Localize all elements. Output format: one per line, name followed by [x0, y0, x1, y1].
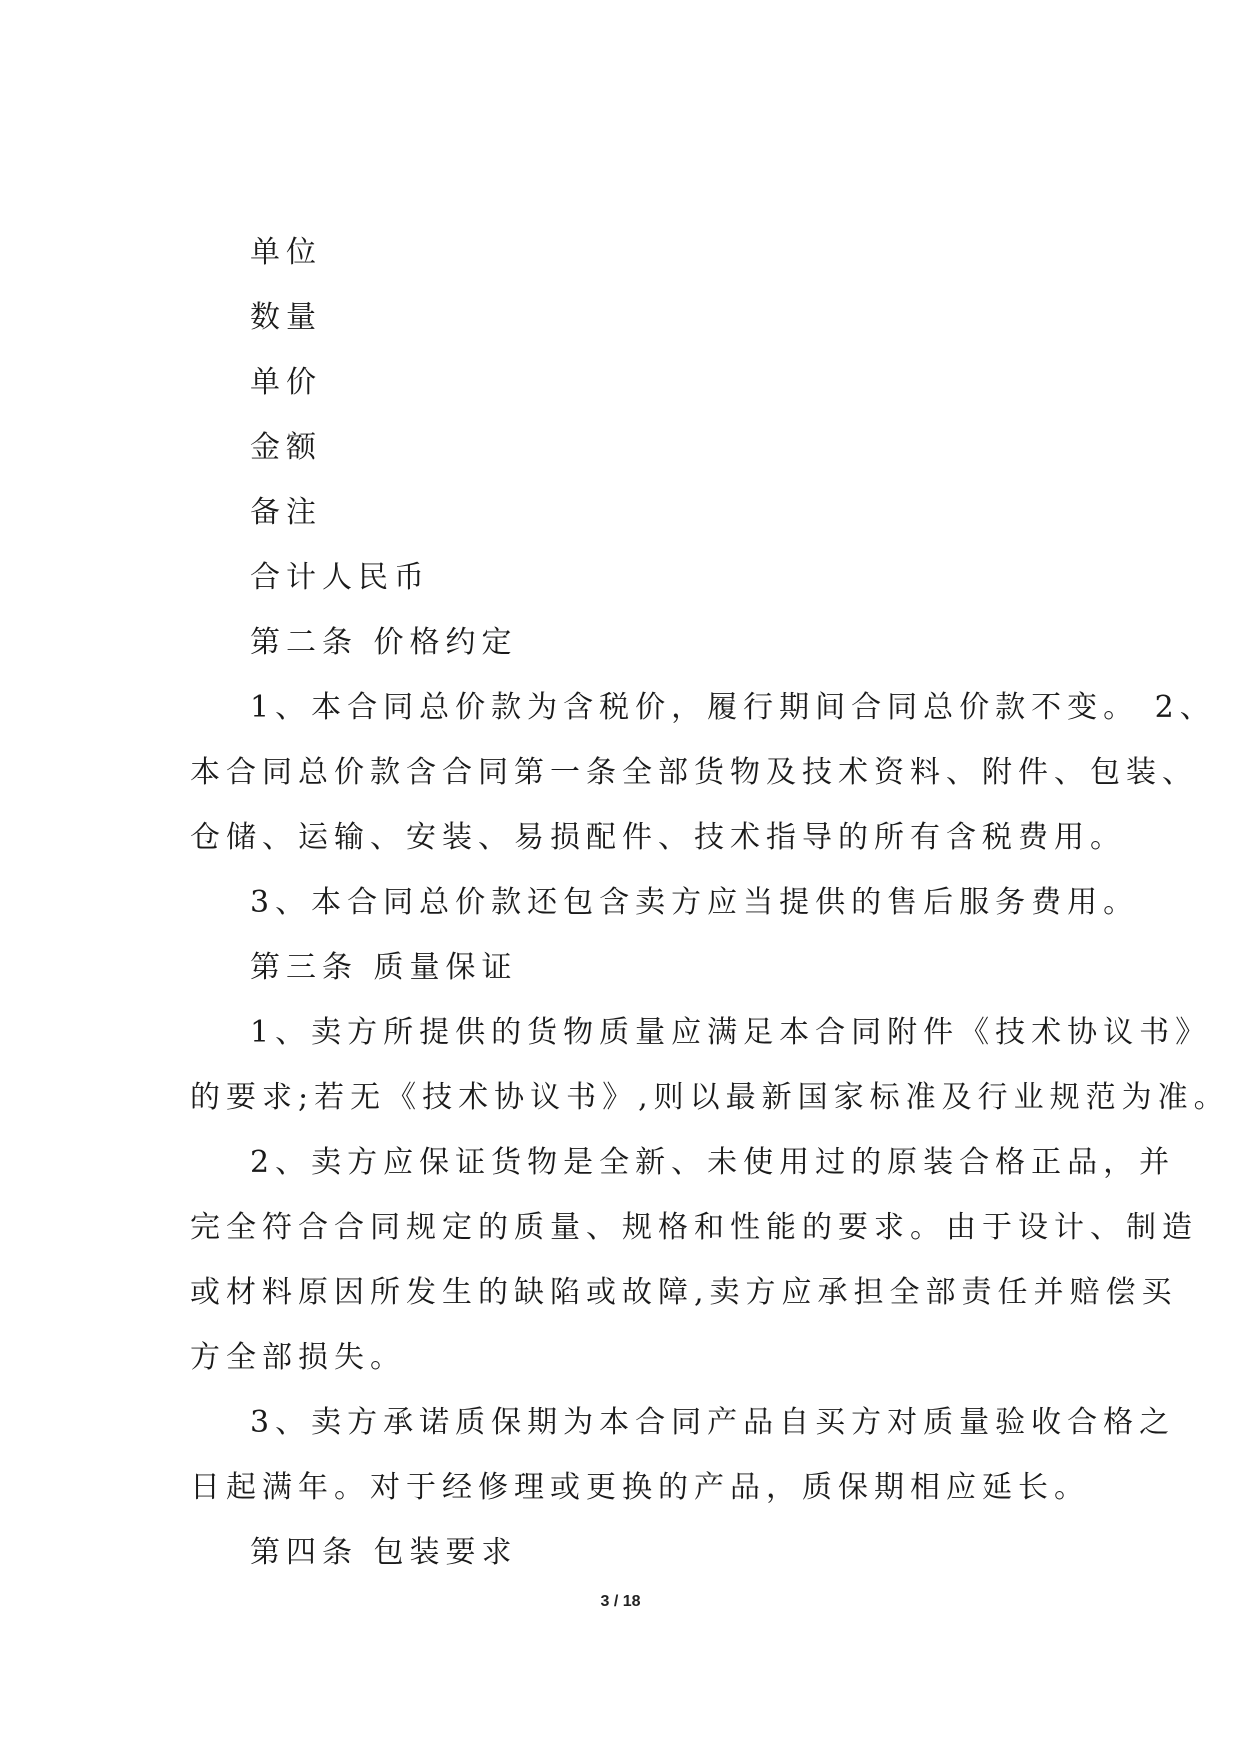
page-number: 3 / 18 — [600, 1593, 641, 1610]
table-label-unit-price: 单价 — [250, 365, 322, 400]
article3-line-4: 完全符合合同规定的质量、规格和性能的要求。由于设计、制造 — [190, 1210, 1198, 1245]
article3-heading: 第三条 质量保证 — [250, 950, 518, 985]
table-label-quantity: 数量 — [250, 300, 322, 335]
article3-line-8: 日起满年。对于经修理或更换的产品，质保期相应延长。 — [190, 1470, 1090, 1505]
article3-line-6: 方全部损失。 — [190, 1340, 406, 1375]
article3-line-5: 或材料原因所发生的缺陷或故障,卖方应承担全部责任并赔偿买 — [190, 1275, 1178, 1310]
table-label-amount: 金额 — [250, 430, 322, 465]
article3-line-2: 的要求;若无《技术协议书》,则以最新国家标准及行业规范为准。 — [190, 1080, 1230, 1115]
document-body — [190, 220, 1230, 1585]
article2-line-1: 1、本合同总价款为含税价，履行期间合同总价款不变。 2、 — [250, 690, 1216, 725]
article2-heading: 第二条 价格约定 — [250, 625, 518, 660]
article2-line-2: 本合同总价款含合同第一条全部货物及技术资料、附件、包装、 — [190, 755, 1198, 790]
article3-line-3: 2、卖方应保证货物是全新、未使用过的原装合格正品，并 — [250, 1145, 1176, 1180]
article3-line-1: 1、卖方所提供的货物质量应满足本合同附件《技术协议书》 — [250, 1015, 1212, 1050]
article4-heading: 第四条 包装要求 — [250, 1535, 518, 1570]
article2-line-4: 3、本合同总价款还包含卖方应当提供的售后服务费用。 — [250, 885, 1140, 920]
article2-line-3: 仓储、运输、安装、易损配件、技术指导的所有含税费用。 — [190, 820, 1126, 855]
table-label-unit: 单位 — [250, 235, 322, 270]
article3-line-7: 3、卖方承诺质保期为本合同产品自买方对质量验收合格之 — [250, 1405, 1176, 1440]
table-label-remarks: 备注 — [250, 495, 322, 530]
table-label-total-rmb: 合计人民币 — [250, 560, 430, 595]
